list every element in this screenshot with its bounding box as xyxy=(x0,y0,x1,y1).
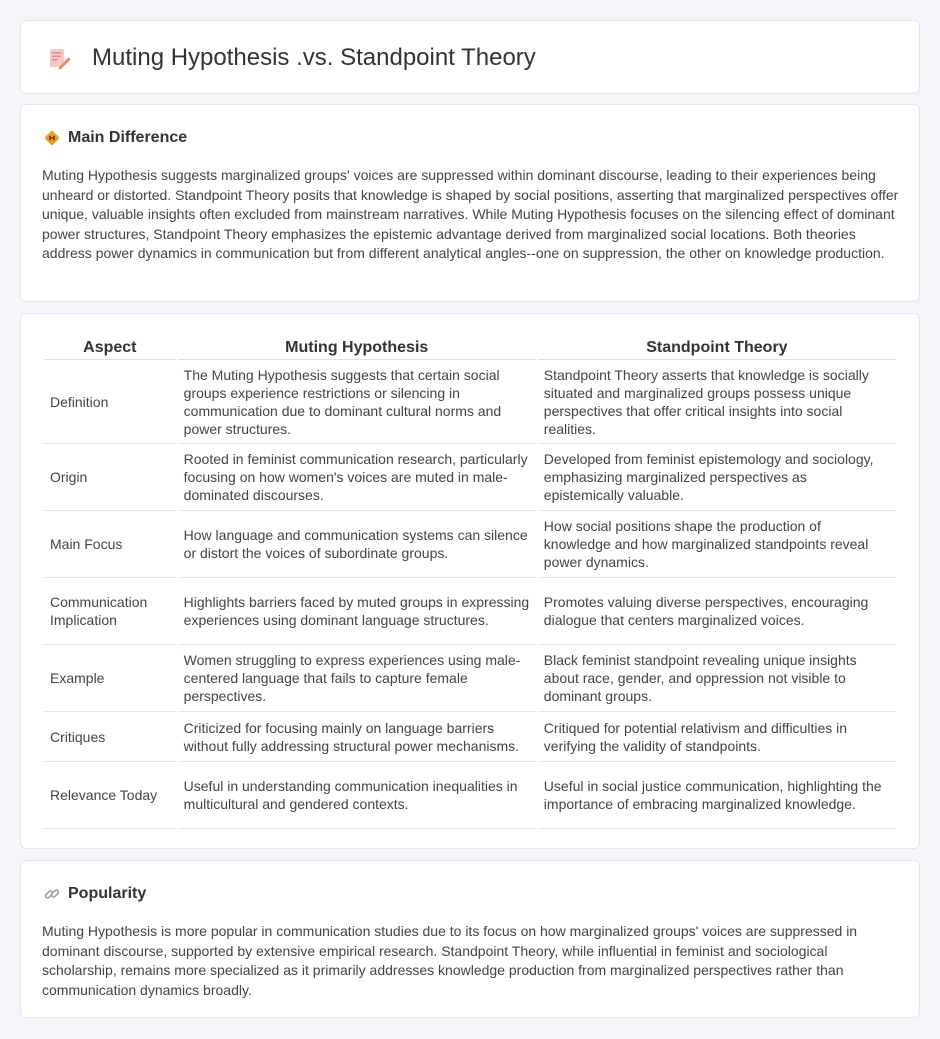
main-difference-heading: Main Difference xyxy=(68,129,188,146)
comparison-section xyxy=(20,313,920,849)
aspect-cell: Origin xyxy=(44,444,176,511)
muting-cell: Criticized for focusing mainly on language barriers without fully addressing structural power mechanisms. xyxy=(178,712,536,762)
table-row xyxy=(44,762,896,829)
aspect-cell: Relevance Today xyxy=(44,762,176,829)
main-difference-section xyxy=(20,104,920,302)
muting-cell: Useful in understanding communication inequalities in multicultural and gendered contexts. xyxy=(178,762,536,829)
page-title: Muting Hypothesis .vs. Standpoint Theory xyxy=(92,44,536,71)
table-header-row xyxy=(44,334,896,360)
aspect-cell: Critiques xyxy=(44,712,176,762)
comparison-table xyxy=(42,334,898,829)
standpoint-cell: Useful in social justice communication, highlighting the importance of embracing marginalized knowledge. xyxy=(538,762,896,829)
main-difference-text: Muting Hypothesis suggests marginalized groups' voices are suppressed within dominant discourse, leading to their experiences being unheard or distorted. Standpoint Theory posits that knowledge is shaped by social positions, asserting that marginalized perspectives offer unique, valuable insights often excluded from mainstream narratives. While Muting Hypothesis focuses on the silencing effect of dominant power structures, Standpoint Theory emphasizes the epistemic advantage derived from marginalized social locations. Both theories address power dynamics in communication but from different analytical angles--one on suppression, the other on knowledge production. xyxy=(42,167,899,261)
link-icon xyxy=(43,885,61,903)
muting-cell: Highlights barriers faced by muted groups in expressing experiences using dominant language structures. xyxy=(178,578,536,645)
standpoint-cell: Standpoint Theory asserts that knowledge is socially situated and marginalized groups possess unique perspectives that offer critical insights into social realities. xyxy=(538,360,896,444)
main-difference-header xyxy=(43,128,187,148)
standpoint-cell: Developed from feminist epistemology and sociology, emphasizing marginalized perspectives as epistemically valuable. xyxy=(538,444,896,511)
document-pencil-icon xyxy=(47,47,71,71)
popularity-heading: Popularity xyxy=(68,885,147,902)
header-aspect: Aspect xyxy=(44,334,176,360)
header-muting-hypothesis: Muting Hypothesis xyxy=(178,334,536,360)
standpoint-cell: Promotes valuing diverse perspectives, encouraging dialogue that centers marginalized voices. xyxy=(538,578,896,645)
muting-cell: How language and communication systems can silence or distort the voices of subordinate groups. xyxy=(178,511,536,578)
header-standpoint-theory: Standpoint Theory xyxy=(538,334,896,360)
table-row xyxy=(44,511,896,578)
aspect-cell: Definition xyxy=(44,360,176,444)
diamond-sign-icon xyxy=(43,129,61,147)
table-row xyxy=(44,712,896,762)
aspect-cell: Example xyxy=(44,645,176,712)
muting-cell: Rooted in feminist communication research, particularly focusing on how women's voices are muted in male-dominated discourses. xyxy=(178,444,536,511)
popularity-header xyxy=(43,884,146,904)
muting-cell: The Muting Hypothesis suggests that certain social groups experience restrictions or silencing in communication due to dominant cultural norms and power structures. xyxy=(178,360,536,444)
table-row xyxy=(44,360,896,444)
standpoint-cell: Critiqued for potential relativism and difficulties in verifying the validity of standpoints. xyxy=(538,712,896,762)
muting-cell: Women struggling to express experiences using male-centered language that fails to capture female perspectives. xyxy=(178,645,536,712)
aspect-cell: Main Focus xyxy=(44,511,176,578)
table-row xyxy=(44,444,896,511)
standpoint-cell: Black feminist standpoint revealing unique insights about race, gender, and oppression not visible to dominant groups. xyxy=(538,645,896,712)
table-row xyxy=(44,645,896,712)
popularity-text: Muting Hypothesis is more popular in communication studies due to its focus on how marginalized groups' voices are suppressed in dominant discourse, supported by extensive empirical research. Standpoint Theory, while influential in feminist and sociological scholarship, remains more specialized as it primarily addresses knowledge production from marginalized perspectives rather than communication dynamics broadly. xyxy=(42,923,858,998)
table-row xyxy=(44,578,896,645)
aspect-cell: Communication Implication xyxy=(44,578,176,645)
popularity-section xyxy=(20,860,920,1018)
standpoint-cell: How social positions shape the production of knowledge and how marginalized standpoints reveal power dynamics. xyxy=(538,511,896,578)
header-card xyxy=(20,20,920,94)
